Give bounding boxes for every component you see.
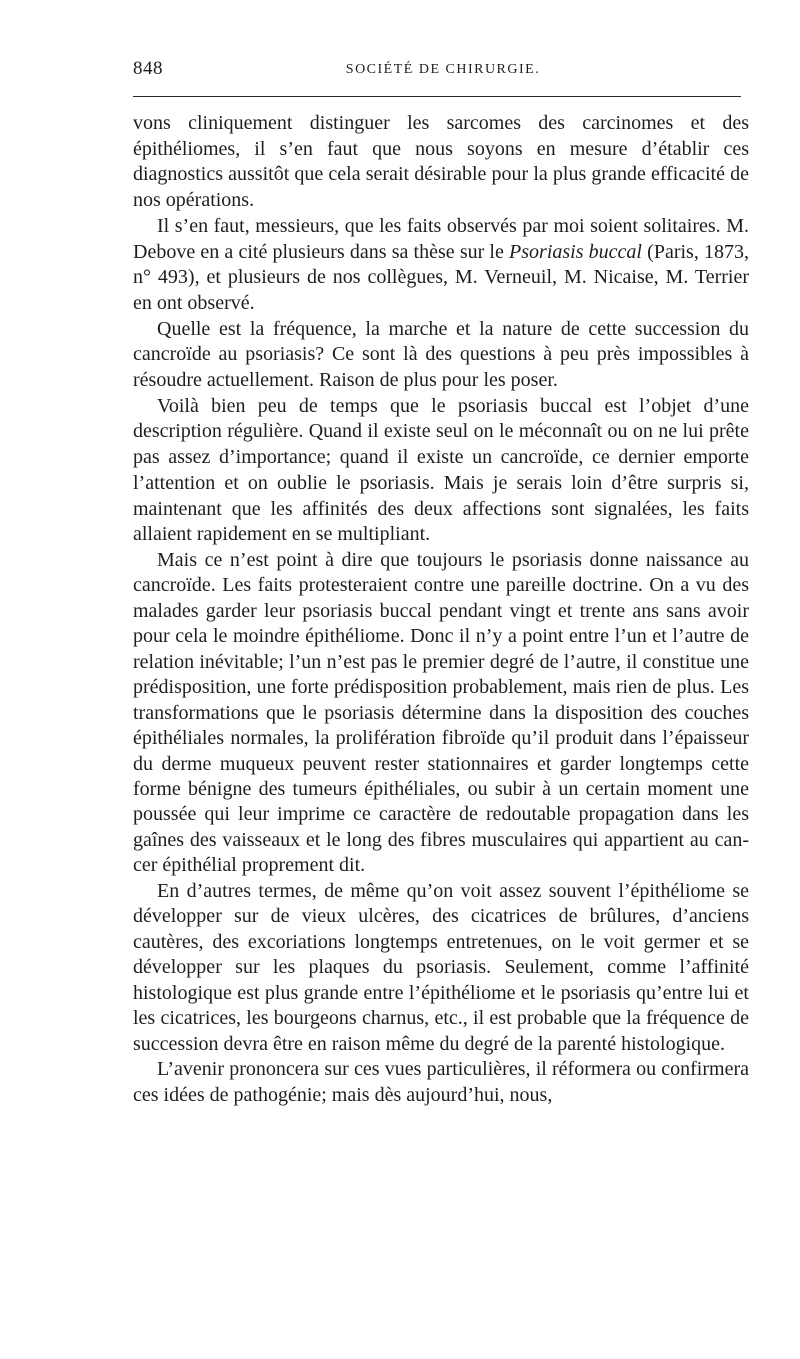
header-rule (133, 96, 741, 97)
paragraph-2-italic: Psoriasis buccal (509, 240, 642, 263)
paragraph-1: vons cliniquement distinguer les sarcomes des carcinomes et des épithéliomes, il s’en faut que nous soyons en mesure d’établir ces diagnostics aussitôt que cela serait désirable pour la plus grande efficacité de nos opérations. (133, 112, 749, 212)
paragraph-6: En d’autres termes, de même qu’on voit assez souvent l’épithéliome se développer sur de vieux ulcères, des cicatrices de brûlures, d’anciens cautères, des excoriations longtemps entretenues, on le voit germer et se développer sur les plaques du psoriasis. Seulement, comme l’affinité histologique est plus grande entre l’épithéliome et le psoriasis qu’entre lui et les cicatrices, les bourgeons charnus, etc., il est probable que la fréquence de succession devra être en raison même du degré de la parenté histologique. (133, 879, 749, 1055)
paragraph-4: Voilà bien peu de temps que le psoriasis buccal est l’objet d’une description régulière. Quand il existe seul on le méconnaît ou on ne lui prête pas assez d’importance; quand il existe un cancroïde, ce dernier emporte l’attention et on oublie le psoriasis. Mais je serais loin d’être surpris si, maintenant que les affinités des deux affections sont signalées, les faits allaient rapidement en se multipliant. (133, 394, 749, 546)
page-number: 848 (133, 58, 163, 79)
body-text (133, 111, 749, 1108)
paragraph-2 (133, 214, 749, 317)
paragraph-2-text-a: Il s’en faut, messieurs, que les faits observés par moi soient solitaires. M. Debove en a cité plusieurs dans sa thèse sur le (133, 214, 749, 263)
paragraph-2-text-b: (Paris, 1873, n° 493), et plusieurs de nos collègues, M. Verneuil, M. Nicaise, M. Terrier en ont observé. (133, 240, 750, 314)
page-header (133, 58, 741, 88)
paragraph-5: Mais ce n’est point à dire que toujours le psoriasis donne naissance au cancroïde. Les faits protesteraient contre une pareille doctrine. On a vu des malades garder leur psoriasis buccal pendant vingt et trente ans sans avoir pour cela le moindre épithéliome. Donc il n’y a point entre l’un et l’autre de relation inévitable; l’un n’est pas le premier degré de l’autre, il constitue une prédisposition, une forte prédisposition probablement, mais rien de plus. Les transformations que le psoriasis détermine dans la disposition des couches épithéliales normales, la prolifération fibroïde qu’il produit dans l’épaisseur du derme muqueux peuvent rester stationnaires et garder longtemps cette forme bénigne des tumeurs épithéliales, ou subir à un certain moment une poussée qui leur imprime ce caractère de redoutable propagation dans les gaînes des vaisseaux et le long des fibres musculaires qui appartient au cancer épithélial proprement dit. (133, 548, 749, 877)
running-head: SOCIÉTÉ DE CHIRURGIE. (345, 62, 541, 77)
paragraph-7: L’avenir prononcera sur ces vues particulières, il réformera ou confirmera ces idées de pathogénie; mais dès aujourd’hui, nous, (133, 1058, 749, 1106)
paragraph-3: Quelle est la fréquence, la marche et la nature de cette succession du cancroïde au psoriasis? Ce sont là des questions à peu près impossibles à résoudre actuellement. Raison de plus pour les poser. (133, 317, 749, 392)
